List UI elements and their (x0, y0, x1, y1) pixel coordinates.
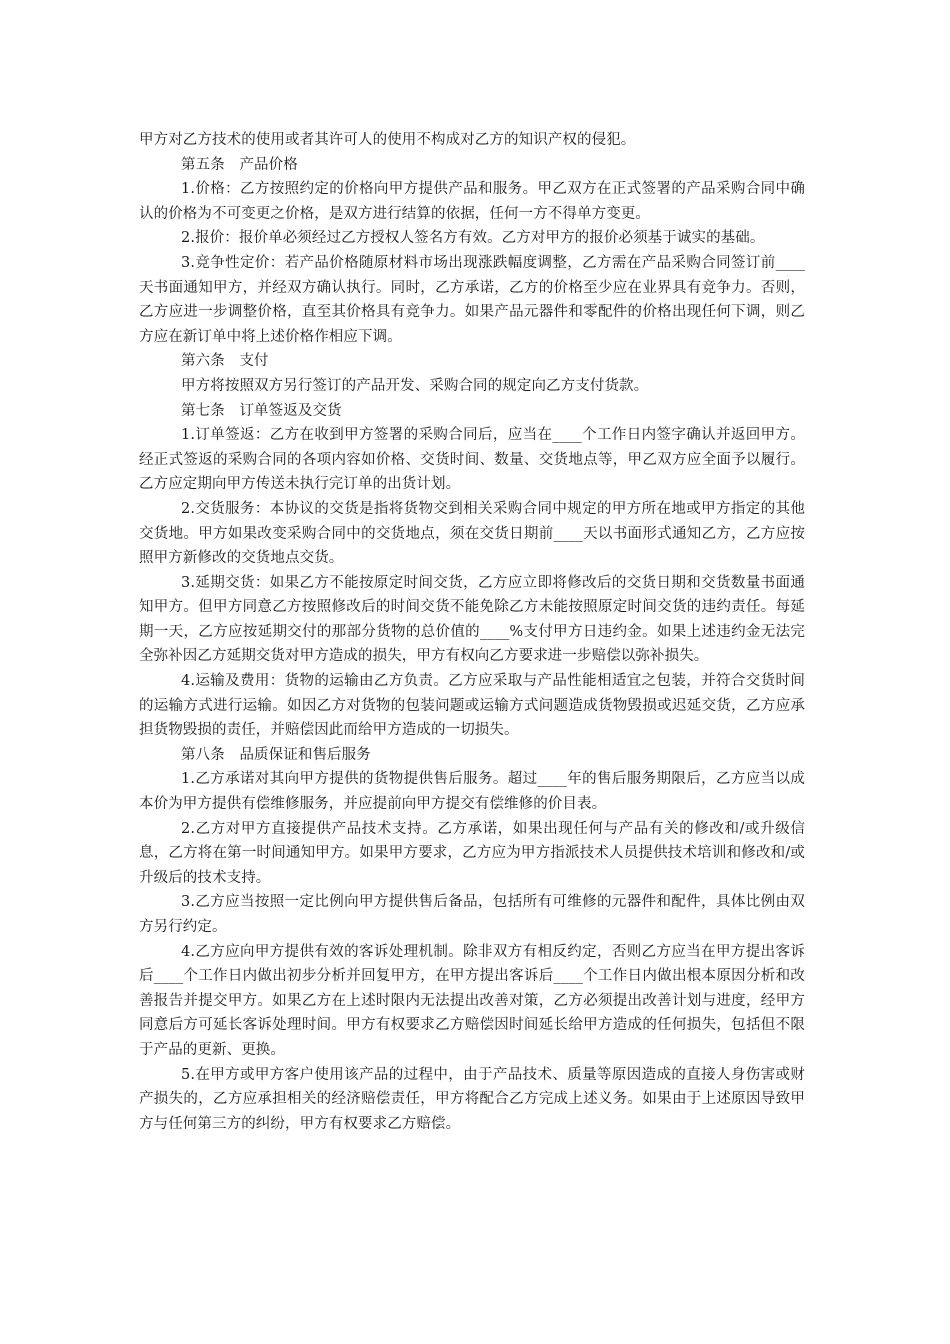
paragraph-competitive-pricing: 3.竞争性定价：若产品价格随原材料市场出现涨跌幅度调整，乙方需在产品采购合同签订前____天书面通知甲方，并经双方确认执行。同时，乙方承诺，乙方的价格至少应在业界具有竞争力。否则，乙方应进一步调整价格，直至其价格具有竞争力。如果产品元器件和零配件的价格出现任何下调，则乙方应在新订单中将上述价格作相应下调。 (139, 254, 805, 345)
section-heading-8: 第八条 品质保证和售后服务 (181, 746, 371, 763)
paragraph-continued: 甲方对乙方技术的使用或者其许可人的使用不构成对乙方的知识产权的侵犯。 (139, 132, 636, 148)
paragraph-quote: 2.报价：报价单必须经过乙方授权人签名方有效。乙方对甲方的报价必须基于诚实的基础。 (181, 230, 765, 247)
paragraph-complaints: 4.乙方应向甲方提供有效的客诉处理机制。除非双方有相反约定，否则乙方应当在甲方提出客诉后____个工作日内做出初步分析并回复甲方，在甲方提出客诉后____个工作日内做出根本原因分析和改善报告并提交甲方。如果乙方在上述时限内无法提出改善对策，乙方必须提出改善计划与进度，经甲方同意后方可延长客诉处理时间。甲方有权要求乙方赔偿因时间延长给甲方造成的任何损失，包括但不限于产品的更新、更换。 (139, 943, 805, 1058)
section-heading-7: 第七条 订单签返及交货 (181, 402, 342, 419)
paragraph-after-sales: 1.乙方承诺对其向甲方提供的货物提供售后服务。超过____年的售后服务期限后，乙方应当以成本价为甲方提供有偿维修服务，并应提前向甲方提交有偿维修的价目表。 (139, 771, 805, 813)
paragraph-spare-parts: 3.乙方应当按照一定比例向甲方提供售后备品，包括所有可维修的元器件和配件，具体比例由双方另行约定。 (139, 894, 805, 935)
paragraph-transport-costs: 4.运输及费用：货物的运输由乙方负责。乙方应采取与产品性能相适宜之包装，并符合交货时间的运输方式进行运输。如因乙方对货物的包装问题或运输方式问题造成货物毁损或迟延交货，乙方应承担货物毁损的责任，并赔偿因此而给甲方造成的一切损失。 (139, 673, 805, 739)
paragraph-liability: 5.在甲方或甲方客户使用该产品的过程中，由于产品技术、质量等原因造成的直接人身伤害或财产损失的，乙方应承担相关的经济赔偿责任，甲方将配合乙方完成上述义务。如果由于上述原因导致甲方与任何第三方的纠纷，甲方有权要求乙方赔偿。 (139, 1066, 805, 1132)
section-heading-6: 第六条 支付 (181, 353, 269, 370)
paragraph-order-return: 1.订单签返：乙方在收到甲方签署的采购合同后，应当在____个工作日内签字确认并返回甲方。经正式签返的采购合同的各项内容如价格、交货时间、数量、交货地点等，甲乙双方应全面予以履行。乙方应定期向甲方传送未执行完订单的出货计划。 (139, 427, 805, 493)
section-heading-5: 第五条 产品价格 (181, 156, 298, 173)
paragraph-delayed-delivery: 3.延期交货：如果乙方不能按原定时间交货，乙方应立即将修改后的交货日期和交货数量书面通知甲方。但甲方同意乙方按照修改后的时间交货不能免除乙方未能按照原定时间交货的违约责任。每延期一天，乙方应按延期交付的那部分货物的总价值的____%支付甲方日违约金。如果上述违约金无法完全弥补因乙方延期交货对甲方造成的损失，甲方有权向乙方要求进一步赔偿以弥补损失。 (139, 574, 805, 665)
paragraph-price: 1.价格：乙方按照约定的价格向甲方提供产品和服务。甲乙双方在正式签署的产品采购合同中确认的价格为不可变更之价格，是双方进行结算的依据，任何一方不得单方变更。 (139, 181, 805, 222)
document-body (139, 128, 805, 1136)
paragraph-payment: 甲方将按照双方另行签订的产品开发、采购合同的规定向乙方支付货款。 (181, 377, 649, 394)
paragraph-delivery-service: 2.交货服务：本协议的交货是指将货物交到相关采购合同中规定的甲方所在地或甲方指定的其他交货地。甲方如果改变采购合同中的交货地点，须在交货日期前____天以书面形式通知乙方，乙方应按照甲方新修改的交货地点交货。 (139, 500, 805, 567)
paragraph-tech-support: 2.乙方对甲方直接提供产品技术支持。乙方承诺，如果出现任何与产品有关的修改和/或升级信息，乙方将在第一时间通知甲方。如果甲方要求，乙方应为甲方指派技术人员提供技术培训和修改和/或升级后的技术支持。 (139, 820, 805, 886)
